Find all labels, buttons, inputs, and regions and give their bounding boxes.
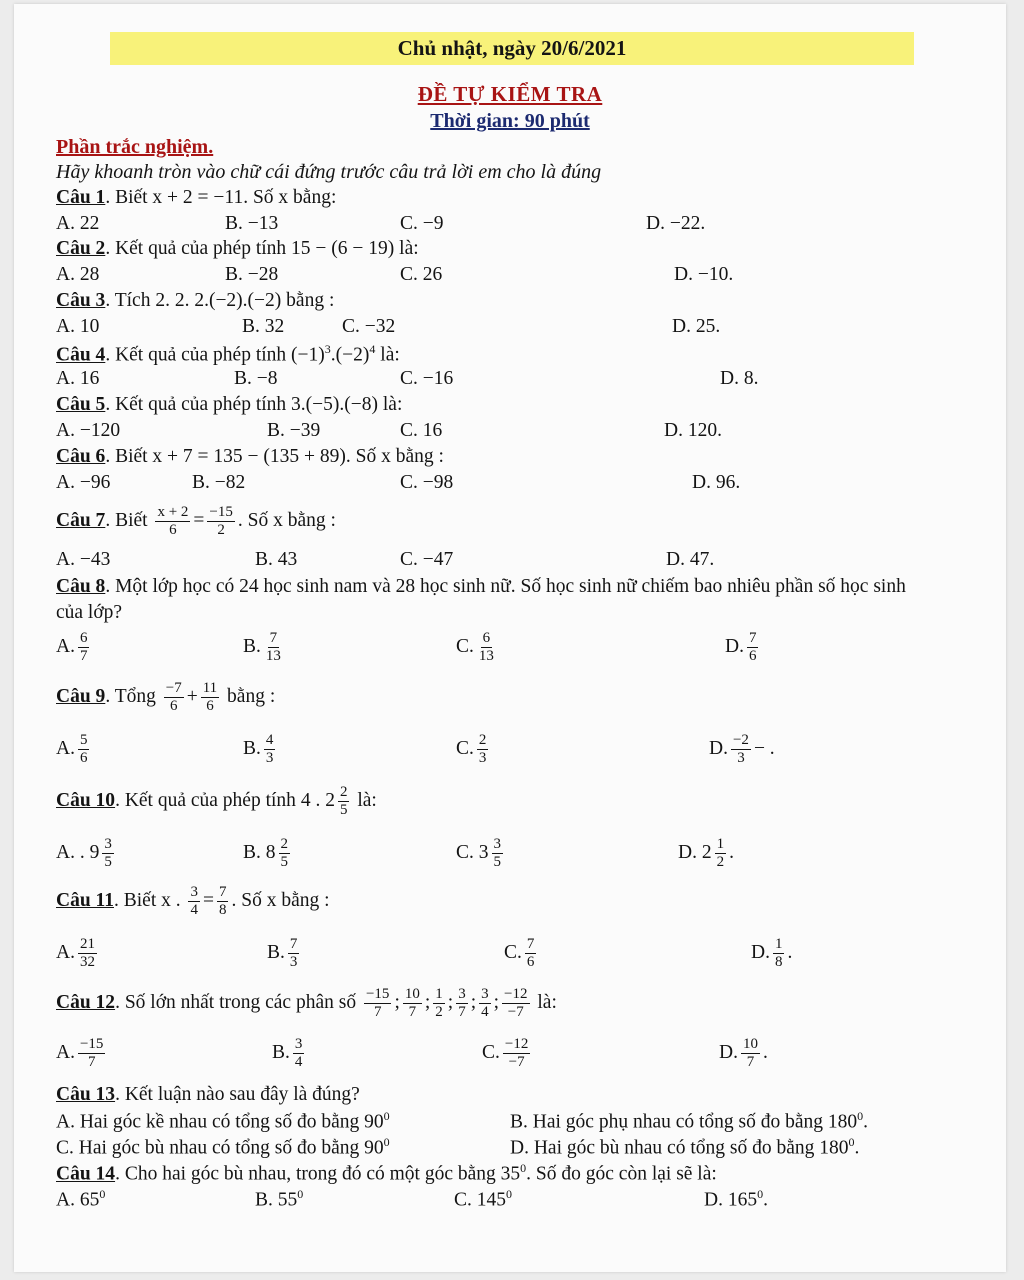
separator: ;	[470, 991, 477, 1013]
question-label: Câu 4	[56, 344, 106, 366]
question-label: Câu 12	[56, 991, 116, 1013]
denominator: 5	[104, 854, 112, 870]
option-text: A. Hai góc kề nhau có tổng số đo bằng 90	[56, 1111, 384, 1133]
denominator: −7	[508, 1054, 525, 1070]
option-c: C. −16	[400, 368, 454, 389]
option-b: B. 43	[255, 549, 298, 570]
fraction	[201, 680, 219, 715]
option-a	[56, 1187, 105, 1212]
option-d: D. 120.	[664, 420, 722, 441]
question-label: Câu 7	[56, 509, 106, 531]
question-text: . Biết	[105, 509, 153, 531]
numerator: −7	[165, 680, 182, 696]
denominator: 6	[206, 698, 214, 714]
option-tail: .	[863, 1111, 869, 1133]
option-c	[56, 1135, 390, 1160]
option-text: B. Hai góc phụ nhau có tổng số đo bằng 180	[510, 1111, 858, 1133]
option-letter: A.	[56, 1041, 75, 1063]
numerator: x + 2	[157, 504, 189, 520]
question-1	[56, 187, 336, 209]
option-c	[456, 732, 491, 767]
numerator: 7	[748, 630, 757, 646]
numerator: 10	[742, 1036, 758, 1052]
degree-mark: 0	[297, 1187, 304, 1201]
fraction	[715, 836, 727, 871]
option-b	[510, 1109, 868, 1134]
denominator: 2	[217, 522, 225, 538]
numerator: 2	[339, 784, 348, 800]
option-a: A. 16	[56, 368, 100, 389]
option-d	[510, 1135, 859, 1160]
fraction	[477, 630, 496, 665]
question-text: là:	[375, 344, 400, 366]
option-b	[243, 732, 278, 767]
fraction	[403, 986, 422, 1021]
fraction	[741, 1036, 760, 1071]
denominator: 13	[265, 648, 281, 664]
denominator: 4	[481, 1004, 489, 1020]
numerator: 11	[202, 680, 218, 696]
denominator: 4	[294, 1054, 303, 1070]
separator: ;	[493, 991, 500, 1013]
separator: ;	[424, 991, 431, 1013]
denominator: 7	[408, 1004, 417, 1020]
question-text: . Biết x + 7 = 135 − (135 + 89). Số x bằng :	[105, 446, 444, 467]
question-label: Câu 6	[56, 446, 106, 467]
option-text: A. 65	[56, 1189, 100, 1211]
numerator: 3	[294, 1036, 303, 1052]
degree-mark: 0	[383, 1135, 390, 1149]
denominator: 7	[373, 1004, 382, 1020]
denominator: 7	[746, 1054, 755, 1070]
equals-sign: =	[202, 889, 214, 911]
fraction	[207, 504, 234, 539]
option-letter: B.	[272, 1041, 290, 1063]
question-text: . Kết quả của phép tính 15 − (6 − 19) là:	[105, 238, 419, 259]
option-c	[456, 630, 499, 665]
numerator: −15	[209, 504, 233, 520]
fraction	[525, 936, 537, 971]
question-text: . Kết quả của phép tính (−1)	[105, 344, 325, 366]
question-label: Câu 8	[56, 576, 106, 597]
numerator: −15	[79, 1036, 104, 1052]
option-a	[56, 630, 92, 665]
option-d	[709, 732, 775, 767]
question-label: Câu 3	[56, 290, 106, 311]
denominator: −7	[507, 1004, 524, 1020]
fraction	[279, 836, 291, 871]
option-tail: .	[762, 1041, 768, 1063]
question-text: . Số lớn nhất trong các phân số	[115, 991, 361, 1013]
question-13	[56, 1084, 360, 1106]
option-letter: D.	[751, 941, 770, 963]
fraction	[102, 836, 114, 871]
option-c: C. 26	[400, 264, 443, 285]
document-page	[14, 4, 1006, 1272]
question-2	[56, 238, 419, 260]
question-text: . Kết luận nào sau đây là đúng?	[115, 1084, 360, 1105]
numerator: 7	[526, 936, 535, 952]
fraction	[155, 504, 190, 539]
option-c	[454, 1187, 512, 1212]
question-label: Câu 5	[56, 394, 106, 415]
numerator: 7	[218, 884, 227, 900]
fraction	[217, 884, 229, 919]
option-a: A. 22	[56, 213, 100, 234]
option-letter: C.	[456, 635, 474, 657]
option-letter: C.	[504, 941, 522, 963]
option-text: D. Hai góc bù nhau có tổng số đo bằng 180	[510, 1137, 849, 1159]
option-d	[678, 836, 734, 871]
option-letter: B. 8	[243, 841, 276, 863]
fraction	[78, 1036, 105, 1071]
numerator: 2	[280, 836, 289, 852]
option-b: B. −13	[225, 213, 279, 234]
denominator: 7	[87, 1054, 96, 1070]
fraction	[78, 936, 97, 971]
option-a: A. −96	[56, 472, 111, 493]
section-heading: Phần trắc nghiệm.	[56, 136, 214, 158]
fraction	[338, 784, 350, 819]
option-b: B. −8	[234, 368, 278, 389]
denominator: 3	[737, 750, 745, 766]
option-b	[267, 936, 302, 971]
option-b	[255, 1187, 303, 1212]
numerator: 4	[265, 732, 274, 748]
option-letter: A.	[56, 737, 75, 759]
degree-mark: 0	[857, 1109, 864, 1123]
question-text: . Kết quả của phép tính	[115, 789, 301, 811]
question-14	[56, 1161, 717, 1186]
option-c: C. −98	[400, 472, 454, 493]
numerator: −2	[732, 732, 749, 748]
denominator: 3	[478, 750, 487, 766]
degree-mark: 0	[520, 1161, 527, 1175]
numerator: 3	[458, 986, 466, 1002]
question-text: . Số x bằng :	[231, 889, 330, 911]
option-text: D. 165	[704, 1189, 758, 1211]
degree-mark: 0	[99, 1187, 106, 1201]
numerator: 7	[269, 630, 278, 646]
denominator: 3	[265, 750, 274, 766]
numerator: 10	[404, 986, 420, 1002]
option-tail: .	[854, 1137, 860, 1159]
numerator: 3	[493, 836, 502, 852]
option-b: B. −28	[225, 264, 279, 285]
denominator: 6	[169, 522, 177, 538]
option-letter: D. 2	[678, 841, 712, 863]
question-label: Câu 10	[56, 789, 116, 811]
fraction	[747, 630, 759, 665]
option-letter: D.	[725, 635, 744, 657]
numerator: 1	[774, 936, 783, 952]
option-d: D. 96.	[692, 472, 741, 493]
question-text: . Tổng	[105, 685, 161, 707]
question-text: là:	[532, 991, 557, 1013]
question-text: . Số x bằng :	[237, 509, 336, 531]
expression: 4 . 2	[300, 789, 335, 811]
denominator: 7	[79, 648, 88, 664]
option-a	[56, 732, 92, 767]
option-tail: .	[787, 941, 793, 963]
fraction	[288, 936, 300, 971]
numerator: −12	[504, 1036, 529, 1052]
exponent: 3	[324, 342, 331, 356]
fraction	[456, 986, 468, 1021]
question-text: . Cho hai góc bù nhau, trong đó có một góc bằng 35	[115, 1163, 521, 1185]
fraction	[264, 630, 283, 665]
degree-mark: 0	[848, 1135, 855, 1149]
denominator: 8	[774, 954, 783, 970]
option-d	[704, 1187, 768, 1212]
exam-duration: Thời gian: 90 phút	[430, 110, 590, 132]
option-d: D. −10.	[674, 264, 734, 285]
option-letter: B.	[267, 941, 285, 963]
denominator: 5	[280, 854, 289, 870]
option-b: B. −39	[267, 420, 321, 441]
option-letter: D.	[719, 1041, 738, 1063]
question-text: là:	[352, 789, 377, 811]
question-label: Câu 1	[56, 187, 106, 208]
question-4	[56, 342, 400, 367]
option-a: A. −43	[56, 549, 111, 570]
question-text: . Biết x + 2 = −11. Số x bằng:	[105, 187, 337, 208]
numerator: 3	[190, 884, 198, 900]
fraction	[502, 986, 529, 1021]
denominator: 5	[339, 802, 348, 818]
option-a: A. 28	[56, 264, 100, 285]
denominator: 6	[748, 648, 757, 664]
option-a	[56, 836, 117, 871]
fraction	[364, 986, 391, 1021]
option-a: A. 10	[56, 316, 100, 337]
numerator: 21	[79, 936, 95, 952]
option-c: C. −32	[342, 316, 396, 337]
fraction	[492, 836, 504, 871]
option-tail: .	[763, 1189, 768, 1211]
option-letter: C.	[482, 1041, 500, 1063]
option-d: D. 8.	[720, 368, 759, 389]
option-b: B. 32	[242, 316, 285, 337]
question-3	[56, 290, 334, 312]
option-d	[719, 1036, 768, 1071]
option-d	[725, 630, 761, 665]
option-d: D. −22.	[646, 213, 706, 234]
fraction	[78, 630, 90, 665]
exam-title: ĐỀ TỰ KIỂM TRA	[417, 82, 603, 106]
denominator: 8	[218, 902, 227, 918]
question-text: bằng :	[222, 685, 276, 707]
option-a	[56, 1036, 108, 1071]
option-text: C. 145	[454, 1189, 507, 1211]
fraction	[477, 732, 489, 767]
fraction	[433, 986, 445, 1021]
fraction	[78, 732, 90, 767]
numerator: 1	[716, 836, 725, 852]
fraction	[188, 884, 200, 919]
option-letter: A. . 9	[56, 841, 100, 863]
numerator: 6	[482, 630, 491, 646]
question-8	[56, 574, 936, 626]
numerator: −12	[504, 986, 528, 1002]
numerator: 3	[104, 836, 112, 852]
option-b: B. −82	[192, 472, 246, 493]
option-letter: B.	[243, 737, 261, 759]
denominator: 5	[493, 854, 502, 870]
equals-sign: =	[193, 509, 205, 531]
numerator: 2	[478, 732, 487, 748]
question-text: . Tích 2. 2. 2.(−2).(−2) bằng :	[105, 290, 335, 311]
option-d	[751, 936, 792, 971]
fraction-list	[361, 986, 533, 1020]
denominator: 13	[478, 648, 494, 664]
degree-mark: 0	[506, 1187, 513, 1201]
option-c: C. −47	[400, 549, 454, 570]
question-label: Câu 11	[56, 889, 114, 911]
question-text: . Biết x .	[113, 889, 186, 911]
question-label: Câu 14	[56, 1163, 116, 1185]
question-9	[56, 680, 275, 715]
numerator: 7	[289, 936, 298, 952]
question-5	[56, 394, 402, 416]
option-b	[243, 836, 293, 871]
question-label: Câu 9	[56, 685, 106, 707]
question-7	[56, 504, 336, 539]
numerator: 3	[481, 986, 489, 1002]
fraction	[264, 732, 276, 767]
denominator: 7	[458, 1004, 466, 1020]
option-letter: B.	[243, 635, 261, 657]
question-label: Câu 2	[56, 238, 106, 259]
option-letter: A.	[56, 941, 75, 963]
denominator: 6	[79, 750, 88, 766]
option-d: D. 47.	[666, 549, 715, 570]
option-tail: .	[729, 841, 734, 863]
denominator: 6	[169, 698, 178, 714]
question-11	[56, 884, 330, 919]
option-a	[56, 1109, 390, 1134]
option-b	[243, 630, 286, 665]
question-10	[56, 784, 377, 819]
option-tail: − .	[753, 737, 775, 759]
separator: ;	[447, 991, 454, 1013]
fraction	[773, 936, 785, 971]
question-label: Câu 13	[56, 1084, 116, 1105]
degree-mark: 0	[757, 1187, 764, 1201]
option-letter: C.	[456, 737, 474, 759]
option-c	[504, 936, 539, 971]
denominator: 4	[190, 902, 198, 918]
option-text: B. 55	[255, 1189, 298, 1211]
numerator: 1	[435, 986, 443, 1002]
fraction	[479, 986, 491, 1021]
option-d: D. 25.	[672, 316, 721, 337]
option-letter: A.	[56, 635, 75, 657]
denominator: 6	[526, 954, 535, 970]
option-a: A. −120	[56, 420, 121, 441]
fraction	[293, 1036, 305, 1071]
option-c: C. 16	[400, 420, 443, 441]
instruction-text: Hãy khoanh tròn vào chữ cái đứng trước câu trả lời em cho là đúng	[56, 161, 602, 183]
question-text: . Số đo góc còn lại sẽ là:	[526, 1163, 717, 1185]
option-a	[56, 936, 100, 971]
option-b	[272, 1036, 307, 1071]
option-c	[456, 836, 506, 871]
option-letter: C. 3	[456, 841, 489, 863]
option-c: C. −9	[400, 213, 444, 234]
plus-sign: +	[186, 685, 198, 707]
option-letter: D.	[709, 737, 728, 759]
separator: ;	[394, 991, 400, 1013]
question-6	[56, 446, 444, 468]
denominator: 2	[435, 1004, 443, 1020]
fraction	[503, 1036, 530, 1071]
degree-mark: 0	[383, 1109, 390, 1123]
question-12	[56, 986, 557, 1021]
numerator: −15	[365, 986, 390, 1002]
option-text: C. Hai góc bù nhau có tổng số đo bằng 90	[56, 1137, 384, 1159]
denominator: 32	[79, 954, 95, 970]
question-text: . Kết quả của phép tính 3.(−5).(−8) là:	[105, 394, 403, 415]
date-banner: Chủ nhật, ngày 20/6/2021	[110, 32, 914, 65]
option-c	[482, 1036, 533, 1071]
exponent: 4	[369, 342, 376, 356]
fraction	[731, 732, 751, 767]
numerator: 6	[79, 630, 88, 646]
question-text: .(−2)	[330, 344, 370, 366]
numerator: 5	[79, 732, 88, 748]
denominator: 2	[716, 854, 725, 870]
fraction	[164, 680, 184, 715]
question-text: . Một lớp học có 24 học sinh nam và 28 học sinh nữ. Số học sinh nữ chiếm bao nhiêu phần số học sinh của lớp?	[56, 576, 906, 623]
denominator: 3	[289, 954, 298, 970]
